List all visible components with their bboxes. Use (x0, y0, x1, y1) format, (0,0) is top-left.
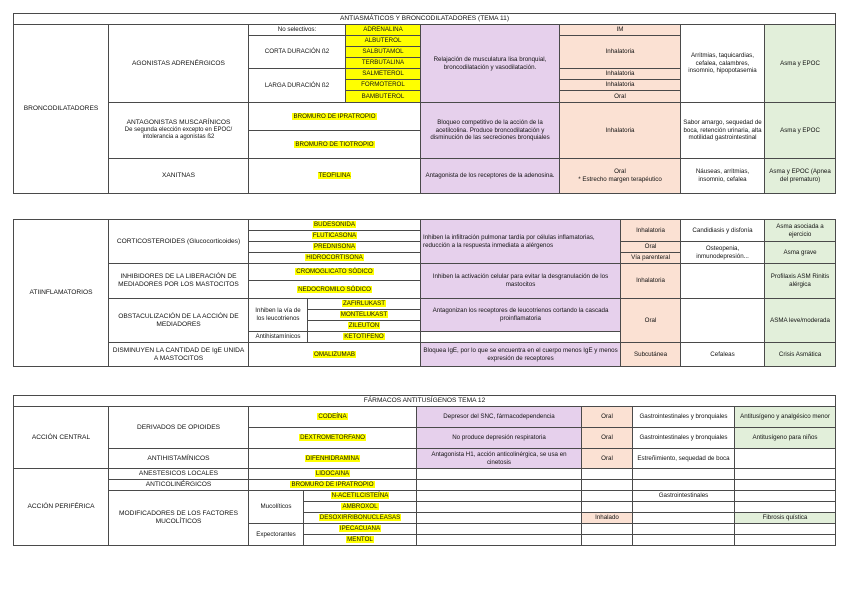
accion-central: ACCIÓN CENTRAL (14, 407, 109, 469)
nac-effects: Gastrointestinales (633, 491, 735, 502)
drug-mentol: MENTOL (347, 536, 373, 544)
drug-cell-ipratropio (249, 103, 421, 131)
drug-cell-difenhidramina (249, 449, 417, 469)
muscarinicos-use: Asma y EPOC (765, 103, 836, 159)
codeina-use: Antitusígeno y analgésico menor (735, 407, 836, 428)
drug-bromuro-ipratropio-peri: BROMURO DE IPRATROPIO (291, 481, 374, 489)
codeina-mechanism: Depresor del SNC, fármacodependencia (417, 407, 582, 428)
desox-use: Fibrosis quística (735, 513, 836, 524)
agonistas-effects: Arritmias, taquicardias, cefalea, calambres, insomnio, hipopotasemia (681, 25, 765, 103)
agonistas-use: Asma y EPOC (765, 25, 836, 103)
drug-cell-mentol (304, 535, 417, 546)
cortico-use-ejercicio: Asma asociada a ejercicio (765, 220, 836, 242)
route-im: IM (560, 25, 681, 36)
ketotifeno-mechanism-empty (421, 332, 621, 343)
drug-nedocromilo: NEDOCROMILO SÓDICO (298, 285, 371, 293)
cortico-effects-systemic: Osteopenia, inmunodepresión... (681, 242, 765, 264)
drug-zileuton: ZILEUTON (348, 322, 380, 330)
difenhidramina-mechanism: Antagonista H1, acción anticolinérgica, se usa en cinetosis (417, 449, 582, 469)
drug-cell-cromoglicato (249, 264, 421, 281)
xantinas: XANITNAS (109, 159, 249, 194)
drug-cell-bromuro-peri (249, 480, 417, 491)
drug-bromuro-tiotropio: BROMURO DE TIOTROPIO (295, 140, 374, 148)
dextrometorfano-mechanism: No produce depresión respiratoria (417, 428, 582, 449)
xantinas-route (560, 159, 681, 194)
disminuyen-ige: DISMINUYEN LA CANTIDAD DE IgE UNIDA A MASTOCITOS (109, 343, 249, 367)
drug-lidocaina: LIDOCAINA (315, 470, 350, 478)
drug-salmeterol: SALMETEROL (346, 69, 421, 80)
drug-terbutalina: TERBUTALINA (346, 58, 421, 69)
antagonistas-muscarinicos (109, 103, 249, 159)
route-oral-bambuterol: Oral (560, 91, 681, 103)
ige-use: Crisis Asmática (765, 343, 836, 367)
agonistas-adrenergicos: AGONISTAS ADRENÉRGICOS (109, 25, 249, 103)
ige-mechanism: Bloquea IgE, por lo que se encuentra en el cuerpo menos IgE y menos expresión de receptores (421, 343, 621, 367)
accion-periferica: ACCIÓN PERIFÉRICA (14, 469, 109, 546)
antihistaminicos-central: ANTIHISTAMÍNICOS (109, 449, 249, 469)
drug-budesonida: BUDESONIDA (314, 221, 355, 229)
xantinas-use: Asma y EPOC (Apnea del prematuro) (765, 159, 836, 194)
drug-difenhidramina: DIFENHIDRAMINA (305, 454, 360, 462)
group-broncodilatadores: BRONCODILATADORES (14, 25, 109, 194)
drug-cell-teofilina (249, 159, 421, 194)
drug-ambroxol: AMBROXOL (342, 503, 378, 511)
drug-cell-ketotifeno (308, 332, 421, 343)
drug-cell-lidocaina (249, 469, 417, 480)
drug-cell-ambroxol (304, 502, 417, 513)
muscarinicos-mechanism: Bloqueo competitivo de la acción de la acetilcolina. Produce broncodilatación y disminución de las secreciones bronquiales (421, 103, 560, 159)
drug-cell-nedocromilo (249, 281, 421, 299)
cortico-route-parenteral: Vía parenteral (621, 253, 681, 264)
drug-cell-dextrometorfano (249, 428, 417, 449)
larga-duracion: LARGA DURACIÓN ß2 (249, 69, 346, 103)
drug-cromoglicato: CROMOGLICATO SÓDICO (296, 268, 373, 276)
desox-route: Inhalado (582, 513, 633, 524)
difenhidramina-effects: Estreñimiento, sequedad de boca (633, 449, 735, 469)
xantinas-effects: Náuseas, arritmias, insomnio, cefalea (681, 159, 765, 194)
muscarinicos-note: De segunda elección excepto en EPOC/ intolerancia a agonistas ß2 (124, 126, 233, 141)
antitusigenos-table (13, 395, 836, 546)
agonistas-mechanism: Relajación de musculatura lisa bronquial, broncodilatación y vasodilatación. (421, 25, 560, 103)
table-title-antitusigenos: FÁRMACOS ANTITUSÍGENOS TEMA 12 (14, 396, 836, 407)
drug-hidrocortisona: HIDROCORTISONA (306, 254, 363, 262)
drug-dextrometorfano: DEXTROMETORFANO (300, 434, 365, 442)
drug-cell-budesonida (249, 220, 421, 231)
corticosteroides: CORTICOSTEROIDES (Glucocorticoides) (109, 220, 249, 264)
anestesicos-locales: ANESTESICOS LOCALES (109, 469, 249, 480)
xantinas-mechanism: Antagonista de los receptores de la adenosina. (421, 159, 560, 194)
no-selectivos-label: No selectivos: (249, 25, 346, 36)
drug-bambuterol: BAMBUTEROL (346, 91, 421, 103)
cortico-mechanism: Inhiben la infiltración pulmonar tardía por células inflamatorias, reducción a la respuesta inmediata a alérgenos (421, 220, 621, 264)
drug-cell-codeina (249, 407, 417, 428)
cortico-effects-inhal: Candidiasis y disfonía (681, 220, 765, 242)
mastocitos-use: Profilaxis ASM Rinitis alérgica (765, 264, 836, 299)
drug-ipecacuana: IPECACUANA (339, 525, 381, 533)
drug-cell-desoxirribonucleasas (304, 513, 417, 524)
dextrometorfano-route: Oral (582, 428, 633, 449)
dextrometorfano-use: Antitusígeno para niños (735, 428, 836, 449)
derivados-opioides: DERIVADOS DE OPIOIDES (109, 407, 249, 449)
route-inhalatoria-corta: Inhalatoria (560, 36, 681, 69)
codeina-route: Oral (582, 407, 633, 428)
drug-ketotifeno: KETOTIFENO (344, 333, 384, 341)
expectorantes-label: Expectorantes (249, 524, 304, 546)
muscarinicos-name: ANTAGONISTAS MUSCARÍNICOS (126, 119, 231, 127)
anticolinergicos: ANTICOLINÉRGICOS (109, 480, 249, 491)
xantinas-route-note: * Estrecho margen terapéutico (578, 176, 662, 183)
drug-cell-hidrocortisona (249, 253, 421, 264)
drug-cell-ipecacuana (304, 524, 417, 535)
leucotrienos-label: Inhiben la vía de los leucotrienos (249, 299, 308, 332)
muscarinicos-effects: Sabor amargo, sequedad de boca, retención urinaria, alta motilidad gastrointestinal (681, 103, 765, 159)
obstaculizacion-mechanism: Antagonizan los receptores de leucotrienos cortando la cascada proinflamatoria (421, 299, 621, 332)
mastocitos-mechanism: Inhiben la activación celular para evitar la desgranulación de los mastocitos (421, 264, 621, 299)
drug-teofilina: TEOFILINA (318, 172, 351, 180)
drug-cell-nac (304, 491, 417, 502)
obstaculizacion-route: Oral (621, 299, 681, 343)
ige-route: Subcutánea (621, 343, 681, 367)
corta-duracion: CORTA DURACIÓN ß2 (249, 36, 346, 69)
mucoliticos-label: Mucolíticos (249, 491, 304, 524)
drug-adrenalina: ADRENALINA (346, 25, 421, 36)
drug-cell-omalizumab (249, 343, 421, 367)
drug-cell-tiotropio (249, 131, 421, 159)
mastocitos-route: Inhalatoria (621, 264, 681, 299)
obstaculizacion-use: ASMA leve/moderada (765, 299, 836, 343)
drug-cell-zileuton (308, 321, 421, 332)
drug-omalizumab: OMALIZUMAB (314, 350, 355, 358)
ige-effects: Cefaleas (681, 343, 765, 367)
table-title: ANTIASMÁTICOS Y BRONCODILATADORES (TEMA 11) (14, 14, 836, 25)
cortico-route-inhalatoria: Inhalatoria (621, 220, 681, 242)
codeina-effects: Gastrointestinales y bronquiales (633, 407, 735, 428)
drug-cell-montelukast (308, 310, 421, 321)
route-inhalatoria-salmeterol: Inhalatoria (560, 69, 681, 80)
muscarinicos-route: Inhalatoria (560, 103, 681, 159)
drug-fluticasona: FLUTICASONA (312, 232, 357, 240)
drug-desoxirribonucleasas: DESOXIRRIBONUCLEASAS (319, 514, 401, 522)
drug-cell-prednisona (249, 242, 421, 253)
modificadores-mucoliticos: MODIFICADORES DE LOS FACTORES MUCOLÍTICOS (109, 491, 249, 546)
dextrometorfano-effects: Gastrointestinales y bronquiales (633, 428, 735, 449)
difenhidramina-route: Oral (582, 449, 633, 469)
drug-n-acetilcisteina: N-ACETILCISTEÍNA (331, 492, 389, 500)
cortico-use-grave: Asma grave (765, 242, 836, 264)
inhibidores-mastocitos: INHIBIDORES DE LA LIBERACIÓN DE MEDIADORES POR LOS MASTOCITOS (109, 264, 249, 299)
route-inhalatoria-formoterol: Inhalatoria (560, 80, 681, 91)
drug-albuterol: ALBUTEROL (346, 36, 421, 47)
obstaculizacion-mediadores: OBSTACULIZACIÓN DE LA ACCIÓN DE MEDIADORES (109, 299, 249, 343)
cortico-route-oral: Oral (621, 242, 681, 253)
group-antiinflamatorios: ATIINFLAMATORIOS (14, 220, 109, 367)
obstaculizacion-effects-empty (681, 299, 765, 343)
drug-formoterol: FORMOTEROL (346, 80, 421, 91)
drug-bromuro-ipratropio: BROMURO DE IPRATROPIO (293, 112, 376, 120)
drug-codeina: CODEÍNA (318, 413, 347, 421)
drug-prednisona: PREDNISONA (314, 243, 355, 251)
drug-salbutamol: SALBUTAMOL (346, 47, 421, 58)
drug-zafirlukast: ZAFIRLUKAST (343, 300, 385, 308)
antiinflamatorios-table (13, 219, 836, 367)
drug-montelukast: MONTELUKAST (340, 311, 388, 319)
mastocitos-effects-empty (681, 264, 765, 299)
drug-cell-fluticasona (249, 231, 421, 242)
antihistaminicos-label: Antihistamínicos (249, 332, 308, 343)
difenhidramina-use-empty (735, 449, 836, 469)
xantinas-route-main: Oral (614, 168, 626, 176)
broncodilatadores-table (13, 13, 836, 194)
drug-cell-zafirlukast (308, 299, 421, 310)
